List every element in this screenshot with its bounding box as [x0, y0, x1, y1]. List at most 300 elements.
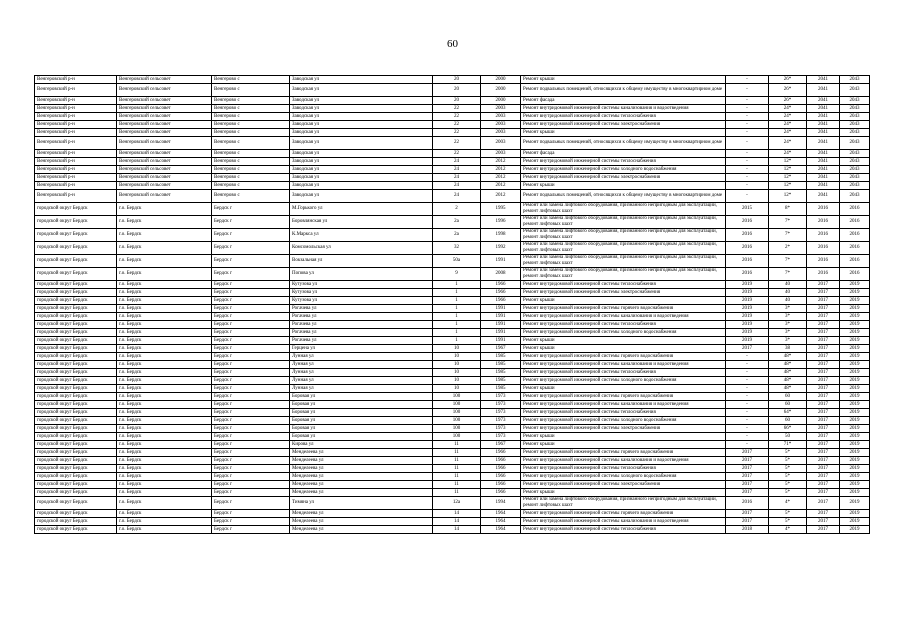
cell-wear-percent: 5*	[769, 481, 807, 489]
cell-street: Заводская ул	[290, 129, 433, 137]
cell-work-type: Ремонт крыши	[521, 489, 726, 497]
cell-last-repair-year: 2016	[726, 229, 769, 242]
cell-street: Рогачева ул	[290, 321, 433, 329]
cell-last-repair-year: -	[726, 393, 769, 401]
cell-street: Заводская ул	[290, 182, 433, 190]
cell-last-repair-year: -	[726, 385, 769, 393]
cell-plan-start-year: 2041	[807, 137, 840, 150]
cell-last-repair-year: 2019	[726, 305, 769, 313]
cell-house-number: 1	[433, 329, 481, 337]
cell-wear-percent: 2*	[769, 242, 807, 255]
cell-district: городской округ Бердск	[35, 281, 117, 289]
cell-wear-percent: 24*	[769, 137, 807, 150]
cell-street: Вокзальная ул	[290, 255, 433, 268]
cell-locality: Бердск г	[212, 393, 290, 401]
cell-plan-end-year: 2016	[840, 203, 870, 216]
cell-wear-percent: 24*	[769, 150, 807, 158]
table-row	[35, 489, 870, 497]
cell-street: К.Маркса ул	[290, 229, 433, 242]
cell-work-type: Ремонт внутридомовой инженерной системы холодного водоснабжения	[521, 377, 726, 385]
table-row	[35, 84, 870, 97]
cell-settlement: г.о. Бердск	[117, 497, 212, 510]
table-row	[35, 150, 870, 158]
cell-last-repair-year: -	[726, 150, 769, 158]
cell-street: Кутузова ул	[290, 289, 433, 297]
cell-year-built: 1964	[481, 518, 521, 526]
cell-district: Венгеровский р-н	[35, 113, 117, 121]
cell-settlement: Венгеровский сельсовет	[117, 76, 212, 84]
cell-year-built: 1973	[481, 393, 521, 401]
cell-year-built: 1964	[481, 510, 521, 518]
cell-district: городской округ Бердск	[35, 518, 117, 526]
cell-street: Лунная ул	[290, 361, 433, 369]
cell-settlement: г.о. Бердск	[117, 425, 212, 433]
cell-locality: Бердск г	[212, 297, 290, 305]
cell-district: Венгеровский р-н	[35, 158, 117, 166]
cell-year-built: 1991	[481, 337, 521, 345]
cell-work-type: Ремонт крыши	[521, 441, 726, 449]
cell-settlement: г.о. Бердск	[117, 510, 212, 518]
cell-wear-percent: 7*	[769, 255, 807, 268]
cell-locality: Бердск г	[212, 457, 290, 465]
cell-street: Менделеева ул	[290, 481, 433, 489]
cell-work-type: Ремонт внутридомовой инженерной системы теплоснабжения	[521, 113, 726, 121]
table-row	[35, 158, 870, 166]
cell-settlement: Венгеровский сельсовет	[117, 150, 212, 158]
table-row	[35, 417, 870, 425]
table-row	[35, 242, 870, 255]
cell-wear-percent: 7*	[769, 229, 807, 242]
cell-locality: Бердск г	[212, 425, 290, 433]
cell-last-repair-year: -	[726, 441, 769, 449]
cell-street: Лунная ул	[290, 377, 433, 385]
cell-plan-end-year: 2019	[840, 497, 870, 510]
cell-settlement: г.о. Бердск	[117, 297, 212, 305]
cell-wear-percent: 7*	[769, 268, 807, 281]
cell-street: Боровая ул	[290, 401, 433, 409]
cell-year-built: 2003	[481, 137, 521, 150]
cell-last-repair-year: -	[726, 113, 769, 121]
cell-work-type: Ремонт или замена лифтового оборудования, признанного непригодным для эксплуатации, ремонт лифтовых шахт	[521, 216, 726, 229]
cell-settlement: Венгеровский сельсовет	[117, 182, 212, 190]
cell-house-number: 100	[433, 417, 481, 425]
cell-house-number: 22	[433, 121, 481, 129]
cell-locality: Бердск г	[212, 203, 290, 216]
cell-last-repair-year: -	[726, 129, 769, 137]
cell-house-number: 1	[433, 337, 481, 345]
cell-wear-percent: 5*	[769, 489, 807, 497]
cell-year-built: 2003	[481, 105, 521, 113]
cell-last-repair-year: 2019	[726, 313, 769, 321]
cell-district: городской округ Бердск	[35, 393, 117, 401]
cell-last-repair-year: -	[726, 401, 769, 409]
table-row	[35, 174, 870, 182]
cell-work-type: Ремонт внутридомовой инженерной системы канализования и водоотведения	[521, 518, 726, 526]
cell-work-type: Ремонт внутридомовой инженерной системы канализования и водоотведения	[521, 401, 726, 409]
cell-wear-percent: 60	[769, 401, 807, 409]
cell-plan-start-year: 2017	[807, 345, 840, 353]
cell-wear-percent: 12*	[769, 190, 807, 203]
cell-locality: Венгерово с	[212, 190, 290, 203]
cell-wear-percent: 26*	[769, 84, 807, 97]
cell-year-built: 1994	[481, 497, 521, 510]
cell-district: городской округ Бердск	[35, 337, 117, 345]
cell-last-repair-year: -	[726, 369, 769, 377]
cell-last-repair-year: 2018	[726, 526, 769, 534]
cell-last-repair-year: 2017	[726, 518, 769, 526]
cell-district: городской округ Бердск	[35, 297, 117, 305]
cell-locality: Венгерово с	[212, 174, 290, 182]
cell-last-repair-year: -	[726, 76, 769, 84]
cell-plan-end-year: 2019	[840, 441, 870, 449]
cell-work-type: Ремонт внутридомовой инженерной системы горячего водоснабжения	[521, 393, 726, 401]
cell-district: городской округ Бердск	[35, 481, 117, 489]
cell-street: Герцена ул	[290, 345, 433, 353]
table-row	[35, 401, 870, 409]
cell-work-type: Ремонт подвальных помещений, относящихся к общему имуществу в многоквартирном доме	[521, 84, 726, 97]
cell-locality: Бердск г	[212, 268, 290, 281]
cell-street: Рогачева ул	[290, 337, 433, 345]
cell-district: Венгеровский р-н	[35, 129, 117, 137]
cell-last-repair-year: -	[726, 417, 769, 425]
cell-district: городской округ Бердск	[35, 203, 117, 216]
cell-settlement: г.о. Бердск	[117, 255, 212, 268]
cell-plan-start-year: 2017	[807, 385, 840, 393]
cell-district: городской округ Бердск	[35, 242, 117, 255]
cell-street: Боровая ул	[290, 425, 433, 433]
cell-plan-start-year: 2017	[807, 353, 840, 361]
cell-work-type: Ремонт крыши	[521, 76, 726, 84]
cell-district: Венгеровский р-н	[35, 121, 117, 129]
cell-district: городской округ Бердск	[35, 345, 117, 353]
cell-locality: Бердск г	[212, 481, 290, 489]
table-row	[35, 518, 870, 526]
cell-plan-end-year: 2019	[840, 433, 870, 441]
table-row	[35, 449, 870, 457]
cell-last-repair-year: -	[726, 353, 769, 361]
cell-work-type: Ремонт внутридомовой инженерной системы холодного водоснабжения	[521, 473, 726, 481]
cell-house-number: 20	[433, 76, 481, 84]
cell-wear-percent: 24*	[769, 113, 807, 121]
cell-year-built: 2003	[481, 113, 521, 121]
cell-plan-end-year: 2043	[840, 190, 870, 203]
cell-house-number: 11	[433, 449, 481, 457]
cell-plan-start-year: 2041	[807, 105, 840, 113]
table-row	[35, 433, 870, 441]
cell-district: Венгеровский р-н	[35, 166, 117, 174]
cell-plan-end-year: 2019	[840, 481, 870, 489]
cell-year-built: 1998	[481, 229, 521, 242]
table-row	[35, 377, 870, 385]
cell-house-number: 1	[433, 289, 481, 297]
cell-plan-end-year: 2019	[840, 425, 870, 433]
cell-year-built: 1991	[481, 305, 521, 313]
cell-settlement: Венгеровский сельсовет	[117, 190, 212, 203]
cell-last-repair-year: 2017	[726, 465, 769, 473]
cell-settlement: г.о. Бердск	[117, 526, 212, 534]
cell-settlement: г.о. Бердск	[117, 417, 212, 425]
cell-plan-end-year: 2019	[840, 361, 870, 369]
cell-plan-start-year: 2017	[807, 393, 840, 401]
cell-street: Рогачева ул	[290, 313, 433, 321]
cell-settlement: г.о. Бердск	[117, 361, 212, 369]
cell-plan-start-year: 2017	[807, 449, 840, 457]
cell-district: городской округ Бердск	[35, 361, 117, 369]
cell-wear-percent: 5*	[769, 457, 807, 465]
cell-plan-start-year: 2017	[807, 289, 840, 297]
cell-settlement: Венгеровский сельсовет	[117, 105, 212, 113]
cell-street: М.Горького ул	[290, 203, 433, 216]
cell-locality: Бердск г	[212, 242, 290, 255]
cell-house-number: 11	[433, 457, 481, 465]
cell-plan-end-year: 2019	[840, 510, 870, 518]
cell-plan-end-year: 2016	[840, 242, 870, 255]
cell-work-type: Ремонт или замена лифтового оборудования, признанного непригодным для эксплуатации, ремонт лифтовых шахт	[521, 497, 726, 510]
cell-house-number: 11	[433, 473, 481, 481]
cell-locality: Бердск г	[212, 345, 290, 353]
cell-locality: Бердск г	[212, 449, 290, 457]
cell-locality: Бердск г	[212, 401, 290, 409]
cell-street: Рогачева ул	[290, 329, 433, 337]
cell-year-built: 1985	[481, 385, 521, 393]
cell-plan-start-year: 2017	[807, 369, 840, 377]
cell-last-repair-year: 2019	[726, 337, 769, 345]
table-row	[35, 465, 870, 473]
cell-year-built: 1991	[481, 321, 521, 329]
table-row	[35, 166, 870, 174]
cell-plan-start-year: 2017	[807, 297, 840, 305]
cell-district: городской округ Бердск	[35, 489, 117, 497]
cell-plan-start-year: 2041	[807, 76, 840, 84]
cell-district: Венгеровский р-н	[35, 97, 117, 105]
cell-street: Заводская ул	[290, 150, 433, 158]
table-row	[35, 409, 870, 417]
cell-house-number: 10	[433, 353, 481, 361]
cell-plan-end-year: 2019	[840, 409, 870, 417]
table-row	[35, 313, 870, 321]
cell-street: Комсомольская ул	[290, 242, 433, 255]
cell-district: городской округ Бердск	[35, 305, 117, 313]
cell-plan-end-year: 2019	[840, 473, 870, 481]
cell-locality: Бердск г	[212, 441, 290, 449]
cell-wear-percent: 48*	[769, 385, 807, 393]
cell-house-number: 20	[433, 84, 481, 97]
table-row	[35, 105, 870, 113]
cell-house-number: 11	[433, 465, 481, 473]
cell-street: Попова ул	[290, 268, 433, 281]
cell-wear-percent: 40	[769, 281, 807, 289]
cell-district: Венгеровский р-н	[35, 76, 117, 84]
cell-plan-start-year: 2016	[807, 255, 840, 268]
cell-wear-percent: 8*	[769, 203, 807, 216]
cell-district: Венгеровский р-н	[35, 174, 117, 182]
cell-last-repair-year: 2016	[726, 255, 769, 268]
cell-street: Кирова ул	[290, 441, 433, 449]
cell-wear-percent: 5*	[769, 465, 807, 473]
cell-work-type: Ремонт внутридомовой инженерной системы теплоснабжения	[521, 369, 726, 377]
cell-last-repair-year: -	[726, 97, 769, 105]
cell-last-repair-year: -	[726, 166, 769, 174]
cell-year-built: 1973	[481, 425, 521, 433]
cell-year-built: 1995	[481, 203, 521, 216]
cell-locality: Бердск г	[212, 353, 290, 361]
cell-district: городской округ Бердск	[35, 510, 117, 518]
cell-plan-end-year: 2019	[840, 337, 870, 345]
cell-year-built: 1966	[481, 289, 521, 297]
cell-wear-percent: 26*	[769, 97, 807, 105]
cell-wear-percent: 3*	[769, 313, 807, 321]
cell-street: Боровая ул	[290, 433, 433, 441]
cell-last-repair-year: 2019	[726, 297, 769, 305]
cell-settlement: Венгеровский сельсовет	[117, 97, 212, 105]
cell-house-number: 2а	[433, 216, 481, 229]
table-row	[35, 297, 870, 305]
cell-plan-end-year: 2019	[840, 377, 870, 385]
cell-plan-end-year: 2019	[840, 417, 870, 425]
table-row	[35, 329, 870, 337]
cell-plan-end-year: 2019	[840, 385, 870, 393]
cell-plan-end-year: 2043	[840, 113, 870, 121]
cell-plan-start-year: 2017	[807, 377, 840, 385]
cell-house-number: 22	[433, 113, 481, 121]
cell-plan-start-year: 2016	[807, 229, 840, 242]
cell-plan-start-year: 2016	[807, 268, 840, 281]
cell-settlement: г.о. Бердск	[117, 321, 212, 329]
cell-locality: Бердск г	[212, 473, 290, 481]
cell-year-built: 2008	[481, 268, 521, 281]
cell-settlement: г.о. Бердск	[117, 216, 212, 229]
cell-plan-start-year: 2017	[807, 526, 840, 534]
table-row	[35, 137, 870, 150]
cell-settlement: г.о. Бердск	[117, 345, 212, 353]
cell-locality: Бердск г	[212, 433, 290, 441]
cell-street: Боровая ул	[290, 393, 433, 401]
cell-year-built: 1966	[481, 297, 521, 305]
cell-plan-start-year: 2041	[807, 190, 840, 203]
cell-plan-start-year: 2016	[807, 216, 840, 229]
cell-locality: Бердск г	[212, 497, 290, 510]
cell-locality: Венгерово с	[212, 113, 290, 121]
cell-wear-percent: 4*	[769, 526, 807, 534]
cell-plan-start-year: 2041	[807, 84, 840, 97]
cell-last-repair-year: 2019	[726, 289, 769, 297]
cell-plan-start-year: 2041	[807, 121, 840, 129]
table-row	[35, 481, 870, 489]
cell-plan-start-year: 2017	[807, 497, 840, 510]
cell-plan-end-year: 2019	[840, 449, 870, 457]
cell-last-repair-year: 2015	[726, 203, 769, 216]
cell-settlement: г.о. Бердск	[117, 441, 212, 449]
cell-last-repair-year: 2017	[726, 449, 769, 457]
cell-district: городской округ Бердск	[35, 401, 117, 409]
cell-year-built: 1966	[481, 281, 521, 289]
cell-last-repair-year: -	[726, 121, 769, 129]
cell-year-built: 1991	[481, 329, 521, 337]
cell-settlement: Венгеровский сельсовет	[117, 121, 212, 129]
cell-settlement: г.о. Бердск	[117, 203, 212, 216]
cell-work-type: Ремонт внутридомовой инженерной системы горячего водоснабжения	[521, 353, 726, 361]
cell-plan-start-year: 2016	[807, 242, 840, 255]
cell-street: Кутузова ул	[290, 297, 433, 305]
cell-settlement: г.о. Бердск	[117, 229, 212, 242]
cell-locality: Венгерово с	[212, 121, 290, 129]
cell-plan-start-year: 2017	[807, 401, 840, 409]
cell-work-type: Ремонт внутридомовой инженерной системы электроснабжения	[521, 289, 726, 297]
cell-house-number: 11	[433, 489, 481, 497]
cell-plan-end-year: 2016	[840, 229, 870, 242]
cell-house-number: 12а	[433, 497, 481, 510]
cell-district: городской округ Бердск	[35, 433, 117, 441]
cell-street: Рогачева ул	[290, 305, 433, 313]
table-row	[35, 345, 870, 353]
cell-street: Заводская ул	[290, 97, 433, 105]
cell-district: городской округ Бердск	[35, 268, 117, 281]
cell-district: городской округ Бердск	[35, 385, 117, 393]
cell-house-number: 100	[433, 393, 481, 401]
cell-house-number: 32	[433, 242, 481, 255]
cell-house-number: 10	[433, 345, 481, 353]
cell-work-type: Ремонт внутридомовой инженерной системы канализования и водоотведения	[521, 105, 726, 113]
cell-street: Менделеева ул	[290, 465, 433, 473]
cell-work-type: Ремонт крыши	[521, 297, 726, 305]
cell-wear-percent: 5*	[769, 518, 807, 526]
cell-locality: Бердск г	[212, 313, 290, 321]
cell-street: Заводская ул	[290, 158, 433, 166]
cell-year-built: 1973	[481, 401, 521, 409]
cell-street: Заводская ул	[290, 105, 433, 113]
cell-locality: Бердск г	[212, 361, 290, 369]
cell-work-type: Ремонт внутридомовой инженерной системы холодного водоснабжения	[521, 417, 726, 425]
cell-house-number: 24	[433, 158, 481, 166]
cell-locality: Венгерово с	[212, 182, 290, 190]
cell-settlement: г.о. Бердск	[117, 401, 212, 409]
cell-settlement: г.о. Бердск	[117, 305, 212, 313]
cell-plan-end-year: 2043	[840, 158, 870, 166]
cell-locality: Бердск г	[212, 465, 290, 473]
cell-street: Заводская ул	[290, 76, 433, 84]
table-row	[35, 121, 870, 129]
cell-plan-start-year: 2017	[807, 313, 840, 321]
cell-street: Лунная ул	[290, 353, 433, 361]
cell-house-number: 24	[433, 182, 481, 190]
cell-locality: Бердск г	[212, 329, 290, 337]
cell-wear-percent: 48*	[769, 377, 807, 385]
cell-wear-percent: 12*	[769, 174, 807, 182]
cell-street: Лунная ул	[290, 369, 433, 377]
cell-house-number: 1	[433, 313, 481, 321]
cell-year-built: 2012	[481, 190, 521, 203]
cell-settlement: г.о. Бердск	[117, 449, 212, 457]
cell-house-number: 22	[433, 150, 481, 158]
cell-house-number: 24	[433, 174, 481, 182]
cell-street: Боровая ул	[290, 409, 433, 417]
register-table	[34, 75, 870, 534]
cell-district: городской округ Бердск	[35, 526, 117, 534]
cell-plan-end-year: 2019	[840, 297, 870, 305]
cell-plan-start-year: 2041	[807, 150, 840, 158]
cell-house-number: 9	[433, 268, 481, 281]
cell-settlement: Венгеровский сельсовет	[117, 113, 212, 121]
cell-last-repair-year: 2019	[726, 281, 769, 289]
cell-work-type: Ремонт крыши	[521, 337, 726, 345]
cell-plan-start-year: 2041	[807, 166, 840, 174]
cell-plan-start-year: 2017	[807, 417, 840, 425]
cell-wear-percent: 48*	[769, 369, 807, 377]
cell-district: Венгеровский р-н	[35, 137, 117, 150]
cell-last-repair-year: 2019	[726, 329, 769, 337]
cell-wear-percent: 40	[769, 297, 807, 305]
cell-plan-start-year: 2017	[807, 441, 840, 449]
